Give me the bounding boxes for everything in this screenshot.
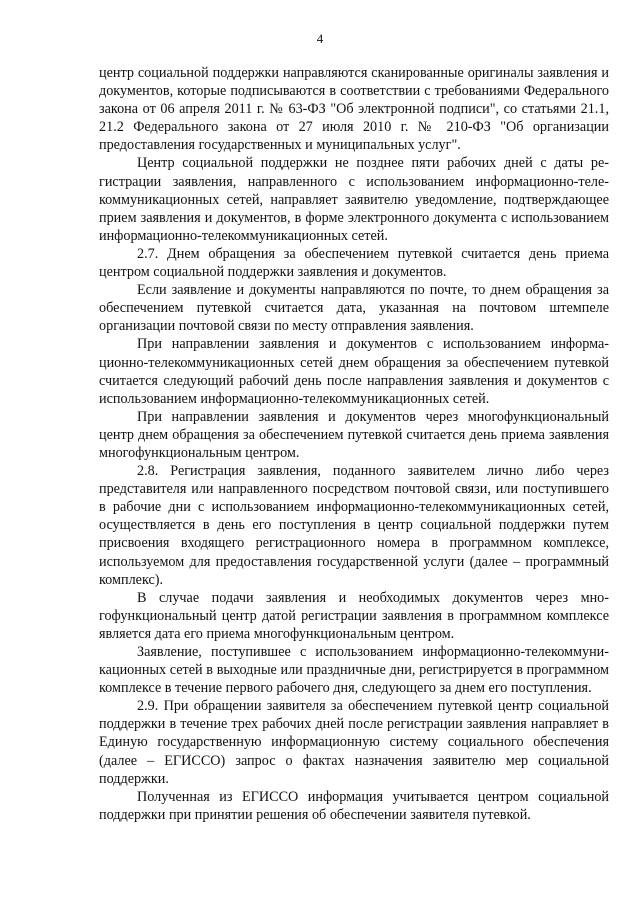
paragraph-8: В случае подачи заявления и необходимых документов через многофункциональный центр датой регистрации заявления в программном комплексе является дата его приема многофункциональным центром. [99, 589, 609, 642]
paragraph-2: Центр социальной поддержки не позднее пяти рабочих дней с даты регистрации заявления, направленного с использованием информационно-телекоммуникационных сетей, направляет заявителю уведомление, подтверждающее прием заявления и документов, в форме электронного документа с использованием информационно-телекоммуникационных сетей. [99, 155, 609, 244]
paragraph-9: Заявление, поступившее с использованием информационно-телекоммуникационных сетей в выходные или праздничные дни, регистрируется в программном комплексе в течение первого рабочего дня, следующего за днем его поступления. [99, 644, 609, 697]
paragraph-3: 2.7. Днем обращения за обеспечением путевкой считается день приема центром социальной поддержки заявления и документов. [99, 245, 609, 281]
paragraph-4: Если заявление и документы направляются по почте, то днем обращения за обеспечением путевкой считается дата, указанная на почтовом штемпеле организации почтовой связи по месту отправления заявления. [99, 282, 609, 335]
document-body [99, 64, 609, 824]
page-number: 4 [316, 31, 324, 46]
paragraph-10: 2.9. При обращении заявителя за обеспечением путевкой центр социальной поддержки в течение трех рабочих дней после регистрации заявления направляет в Единую государственную информационную систему социального обеспечения (далее – ЕГИССО) запрос о фактах назначения заявителю мер социальной поддержки. [99, 698, 609, 787]
paragraph-11: Полученная из ЕГИССО информация учитывается центром социальной поддержки при принятии решения об обеспечении заявителя путевкой. [99, 788, 609, 823]
paragraph-7: 2.8. Регистрация заявления, поданного заявителем лично либо через представителя или направленного посредством почтовой связи, или поступившего в рабочие дни с использованием информационно-телекоммуникационных сетей, осуществляется в день его поступления в центр социальной поддержки путем присвоения входящего регистрационного номера в программном комплексе, используемом для предоставления государственной услуги (далее – программный комплекс). [99, 463, 609, 588]
paragraph-5: При направлении заявления и документов с использованием информационно-телекоммуникационных сетей днем обращения за обеспечением путевкой считается следующий рабочий день после направления заявления и документов с использованием информационно-телекоммуникационных сетей. [99, 336, 609, 407]
paragraph-1: центр социальной поддержки направляются сканированные оригиналы заявления и документов, которые подписываются в соответствии с требованиями Федерального закона от 06 апреля 2011 г. № 63-ФЗ "Об электронной подписи", со статьями 21.1, 21.2 Федерального закона от 27 июля 2010 г. № 210-ФЗ "Об организации предоставления государственных и муниципальных услуг". [99, 65, 609, 154]
paragraph-6: При направлении заявления и документов через многофункциональный центр днем обращения за обеспечением путевкой считается день приема заявления многофункциональным центром. [99, 408, 609, 461]
